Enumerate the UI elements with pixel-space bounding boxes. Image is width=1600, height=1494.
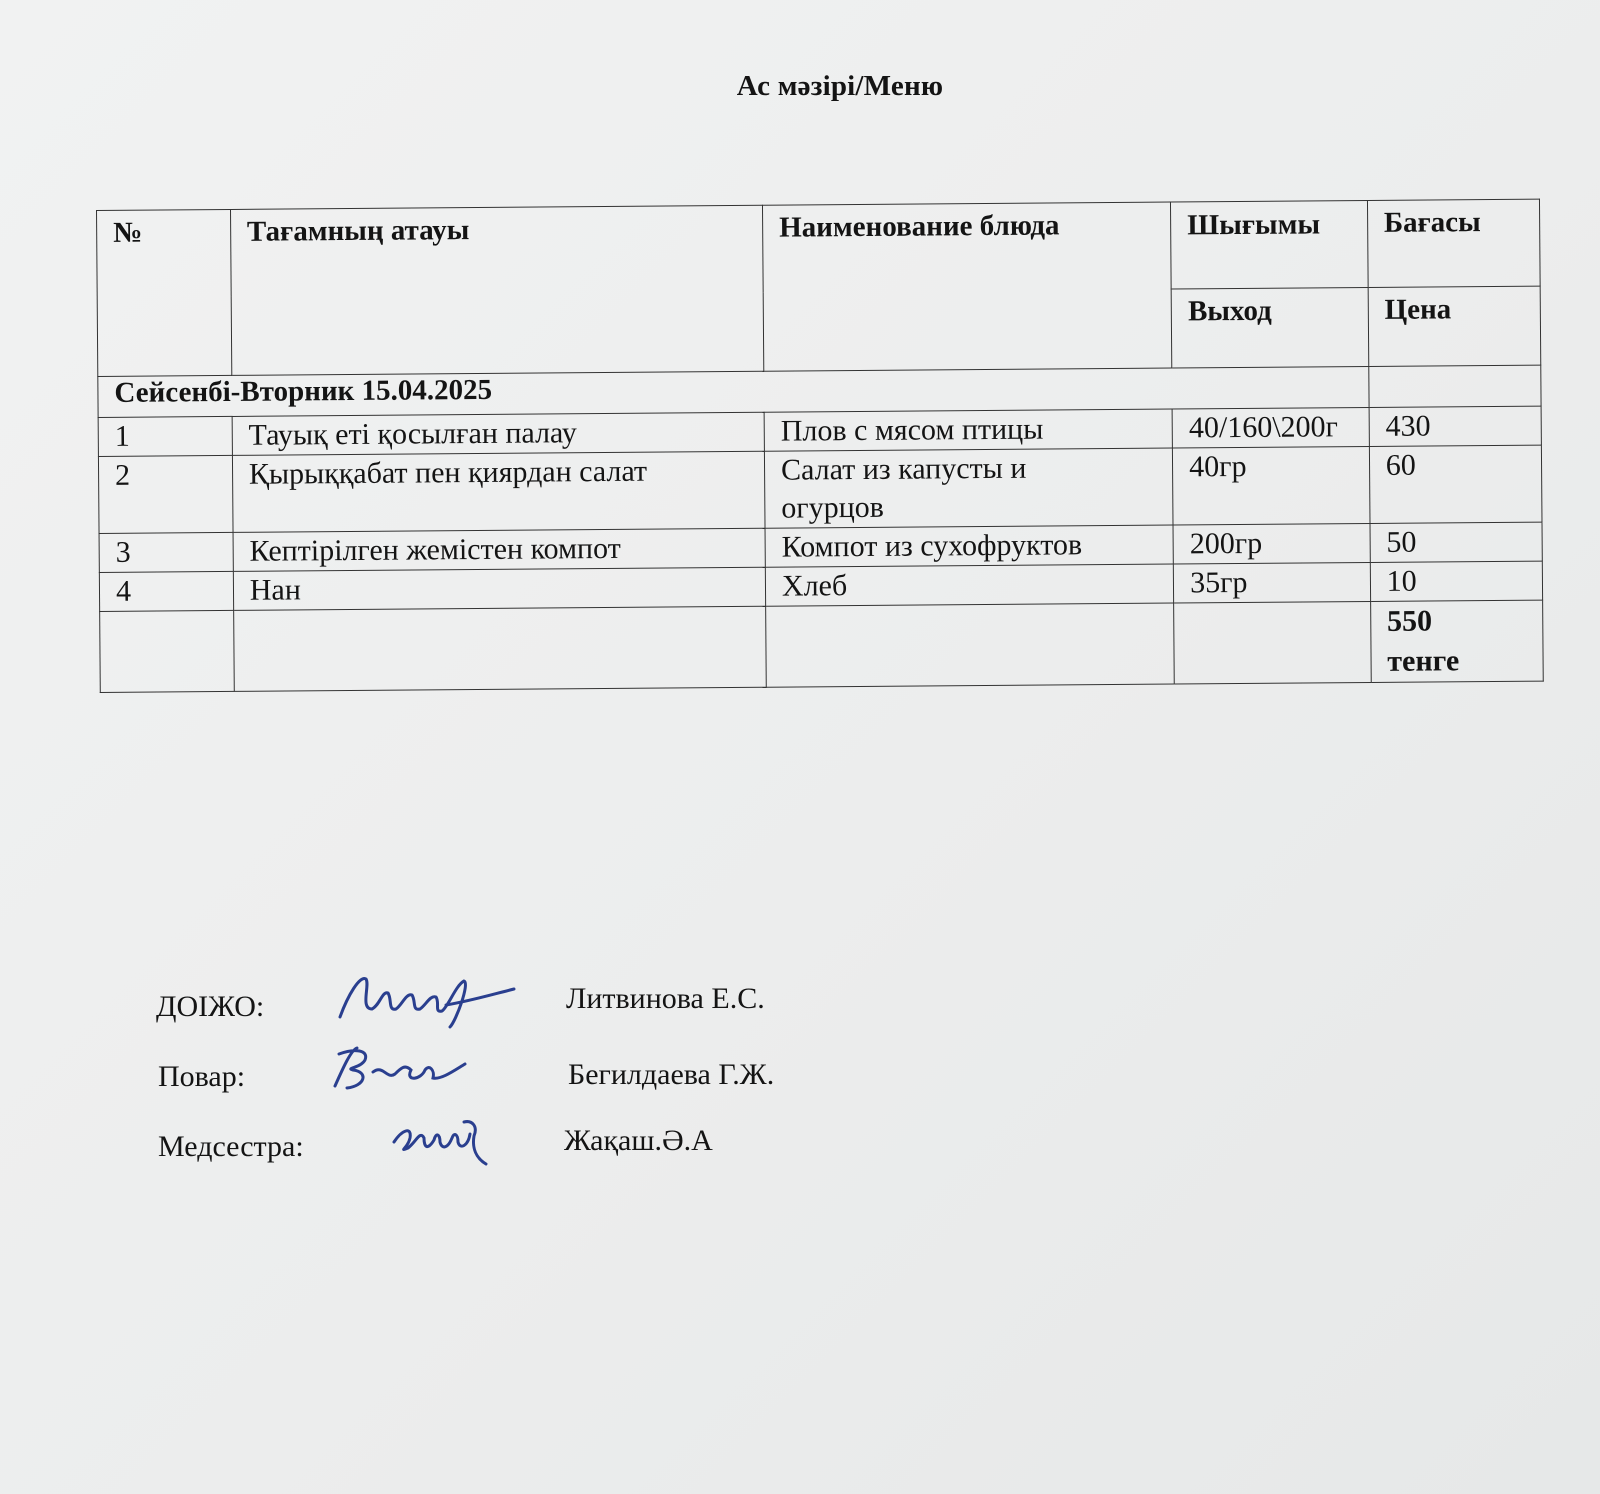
row-yield: 35гр <box>1173 563 1370 604</box>
row-price: 50 <box>1370 522 1543 562</box>
row-price: 10 <box>1370 561 1543 601</box>
total-price <box>1370 600 1543 682</box>
total-price-text: 550 тенге <box>1386 604 1460 678</box>
row-name-ru: Компот из сухофруктов <box>765 525 1173 567</box>
header-number: № <box>97 209 232 376</box>
header-yield-ru: Выход <box>1171 288 1368 369</box>
person-name: Бегилдаева Г.Ж. <box>568 1058 775 1091</box>
menu-table <box>96 199 1544 693</box>
row-yield: 40гр <box>1173 447 1370 526</box>
signature-drawing-3 <box>388 1112 508 1172</box>
row-number: 1 <box>98 416 232 456</box>
row-yield: 40/160\200г <box>1172 408 1369 449</box>
role-label: Повар: <box>158 1060 246 1093</box>
day-row-tail <box>1369 365 1542 407</box>
person-name: Литвинова Е.С. <box>566 982 765 1015</box>
row-yield: 200гр <box>1173 524 1370 565</box>
total-row <box>100 600 1544 692</box>
header-name-ru: Наименование блюда <box>762 202 1171 371</box>
row-name-kz: Нан <box>233 567 765 610</box>
total-empty-2 <box>233 606 766 691</box>
row-name-kz: Қырыққабат пен қиярдан салат <box>232 451 765 532</box>
row-name-kz: Кептірілген жемістен компот <box>233 528 765 571</box>
table-header-row <box>97 199 1541 297</box>
header-name-kz: Тағамның атауы <box>230 205 763 375</box>
person-name: Жақаш.Ә.А <box>564 1124 713 1157</box>
role-label: ДОІЖО: <box>156 990 265 1023</box>
row-name-ru: Плов с мясом птицы <box>764 409 1172 451</box>
table-row <box>98 445 1542 533</box>
row-name-ru: Хлеб <box>765 564 1173 606</box>
role-label: Медсестра: <box>158 1130 304 1163</box>
day-label: Сейсенбі-Вторник 15.04.2025 <box>98 367 1369 418</box>
row-number: 2 <box>98 455 232 533</box>
row-name-kz: Тауық еті қосылған палау <box>232 412 764 455</box>
signature-drawing-2 <box>325 1040 485 1100</box>
row-number: 3 <box>99 532 233 572</box>
header-price-kz: Бағасы <box>1367 199 1540 287</box>
header-yield-kz <box>1171 201 1368 290</box>
signature-drawing-1 <box>330 965 530 1045</box>
total-empty-1 <box>100 610 234 692</box>
row-name-ru-text: Салат из капусты и огурцов <box>780 451 1027 525</box>
row-price: 60 <box>1369 445 1542 523</box>
row-number: 4 <box>99 571 233 611</box>
total-empty-3 <box>766 603 1175 687</box>
total-empty-4 <box>1174 602 1371 685</box>
header-price-ru: Цена <box>1368 286 1541 366</box>
row-name-ru <box>764 448 1173 528</box>
row-price: 430 <box>1369 406 1542 446</box>
header-yield-kz-text: Шығымы <box>1187 208 1321 242</box>
document-title: Ас мәзірі/Меню <box>736 70 944 102</box>
